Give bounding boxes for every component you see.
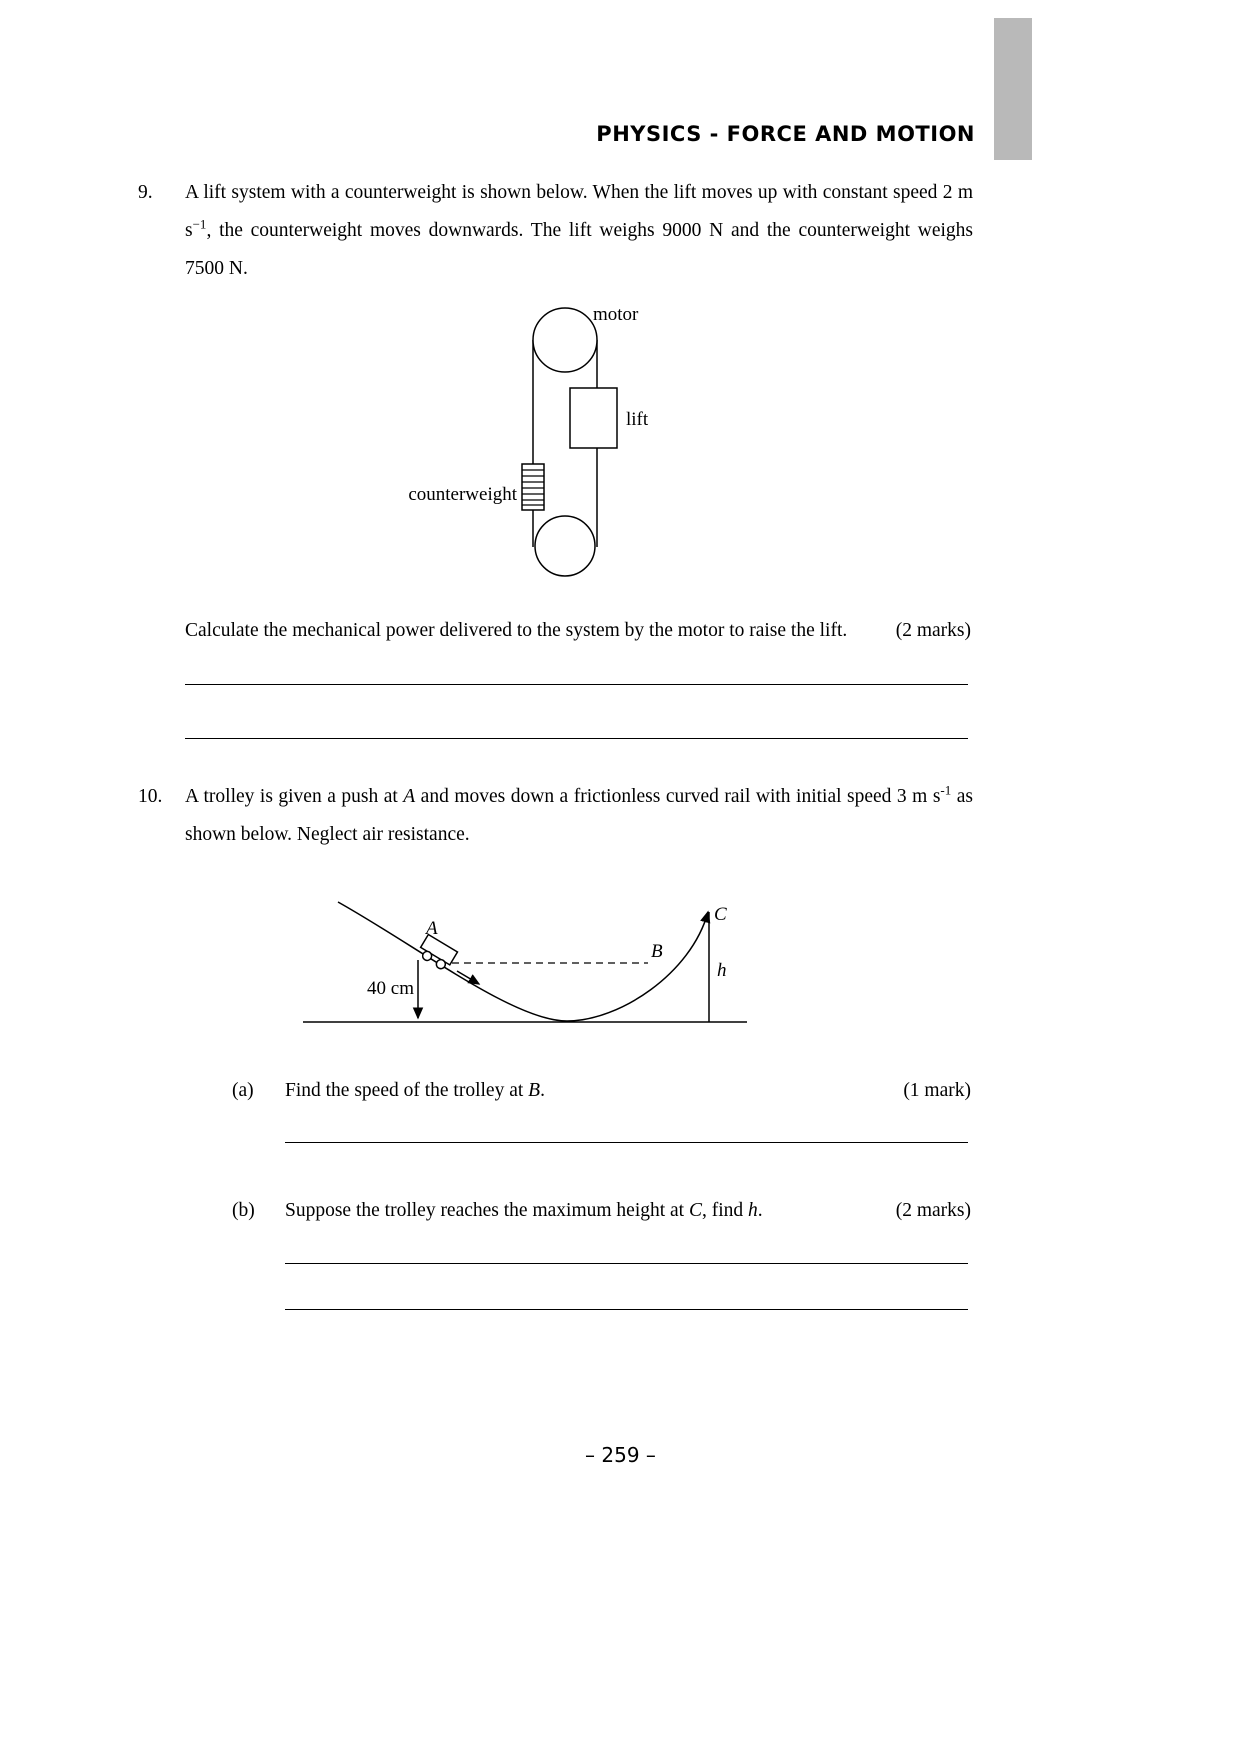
part-a-text-a: Find the speed of the trolley at (285, 1080, 529, 1101)
bottom-pulley (535, 516, 595, 576)
part-b-marks: (2 marks) (895, 1200, 971, 1221)
counterweight-box (522, 464, 544, 510)
answer-line (185, 684, 968, 685)
q10-text-b: and moves down a frictionless curved rail with initial speed 3 m s (415, 786, 941, 807)
q9-text-a: A lift system with a counterweight is shown below. When the lift moves up with constant speed 2 m s (185, 182, 973, 241)
part-a-label: (a) (232, 1080, 254, 1101)
q9-marks: (2 marks) (895, 620, 971, 641)
lift-system-diagram (375, 298, 715, 598)
page-number: – 259 – (585, 1443, 656, 1467)
part-a-text-b: . (540, 1080, 545, 1101)
answer-line (285, 1263, 968, 1264)
page-header-title: PHYSICS - FORCE AND MOTION (596, 122, 975, 146)
part-b-label: (b) (232, 1200, 255, 1221)
answer-line (285, 1142, 968, 1143)
q10-superscript: -1 (940, 782, 952, 798)
q9-prompt: Calculate the mechanical power delivered to the system by the motor to raise the lift. (185, 620, 848, 641)
part-a-marks: (1 mark) (903, 1080, 971, 1101)
height-40cm-label: 40 cm (367, 978, 414, 999)
q10-text-c: as shown below. Neglect air resistance. (185, 786, 973, 845)
q10-text (185, 778, 973, 854)
part-b-var: C (688, 1200, 702, 1221)
answer-line (185, 738, 968, 739)
part-b-var2: h (748, 1200, 758, 1221)
part-b-text-a: Suppose the trolley reaches the maximum height at (285, 1200, 689, 1221)
point-c-label: C (714, 904, 727, 925)
curved-rail-diagram (300, 888, 760, 1038)
part-b-text-b: , find (702, 1200, 749, 1221)
q10-number: 10. (138, 786, 163, 807)
lift-label: lift (626, 409, 649, 430)
q9-text (185, 174, 973, 288)
part-b-text-c: . (757, 1200, 763, 1221)
part-a-var: B (528, 1080, 541, 1101)
counterweight-label: counterweight (408, 484, 517, 505)
point-b-label: B (651, 941, 663, 962)
motor-label: motor (593, 304, 639, 325)
motor-pulley (533, 308, 597, 372)
q9-superscript: −1 (192, 216, 207, 232)
answer-line (285, 1309, 968, 1310)
h-label: h (717, 960, 727, 981)
q10-text-a: A trolley is given a push at (185, 786, 404, 807)
q9-number: 9. (138, 182, 153, 203)
lift-box (570, 388, 617, 448)
page-tab-marker (994, 18, 1032, 160)
q9-text-b: , the counterweight moves downwards. The lift weighs 9000 N and the counterweight weighs 7500 N. (185, 220, 973, 279)
q10-var-a: A (403, 786, 416, 807)
point-a-label: A (426, 918, 438, 939)
